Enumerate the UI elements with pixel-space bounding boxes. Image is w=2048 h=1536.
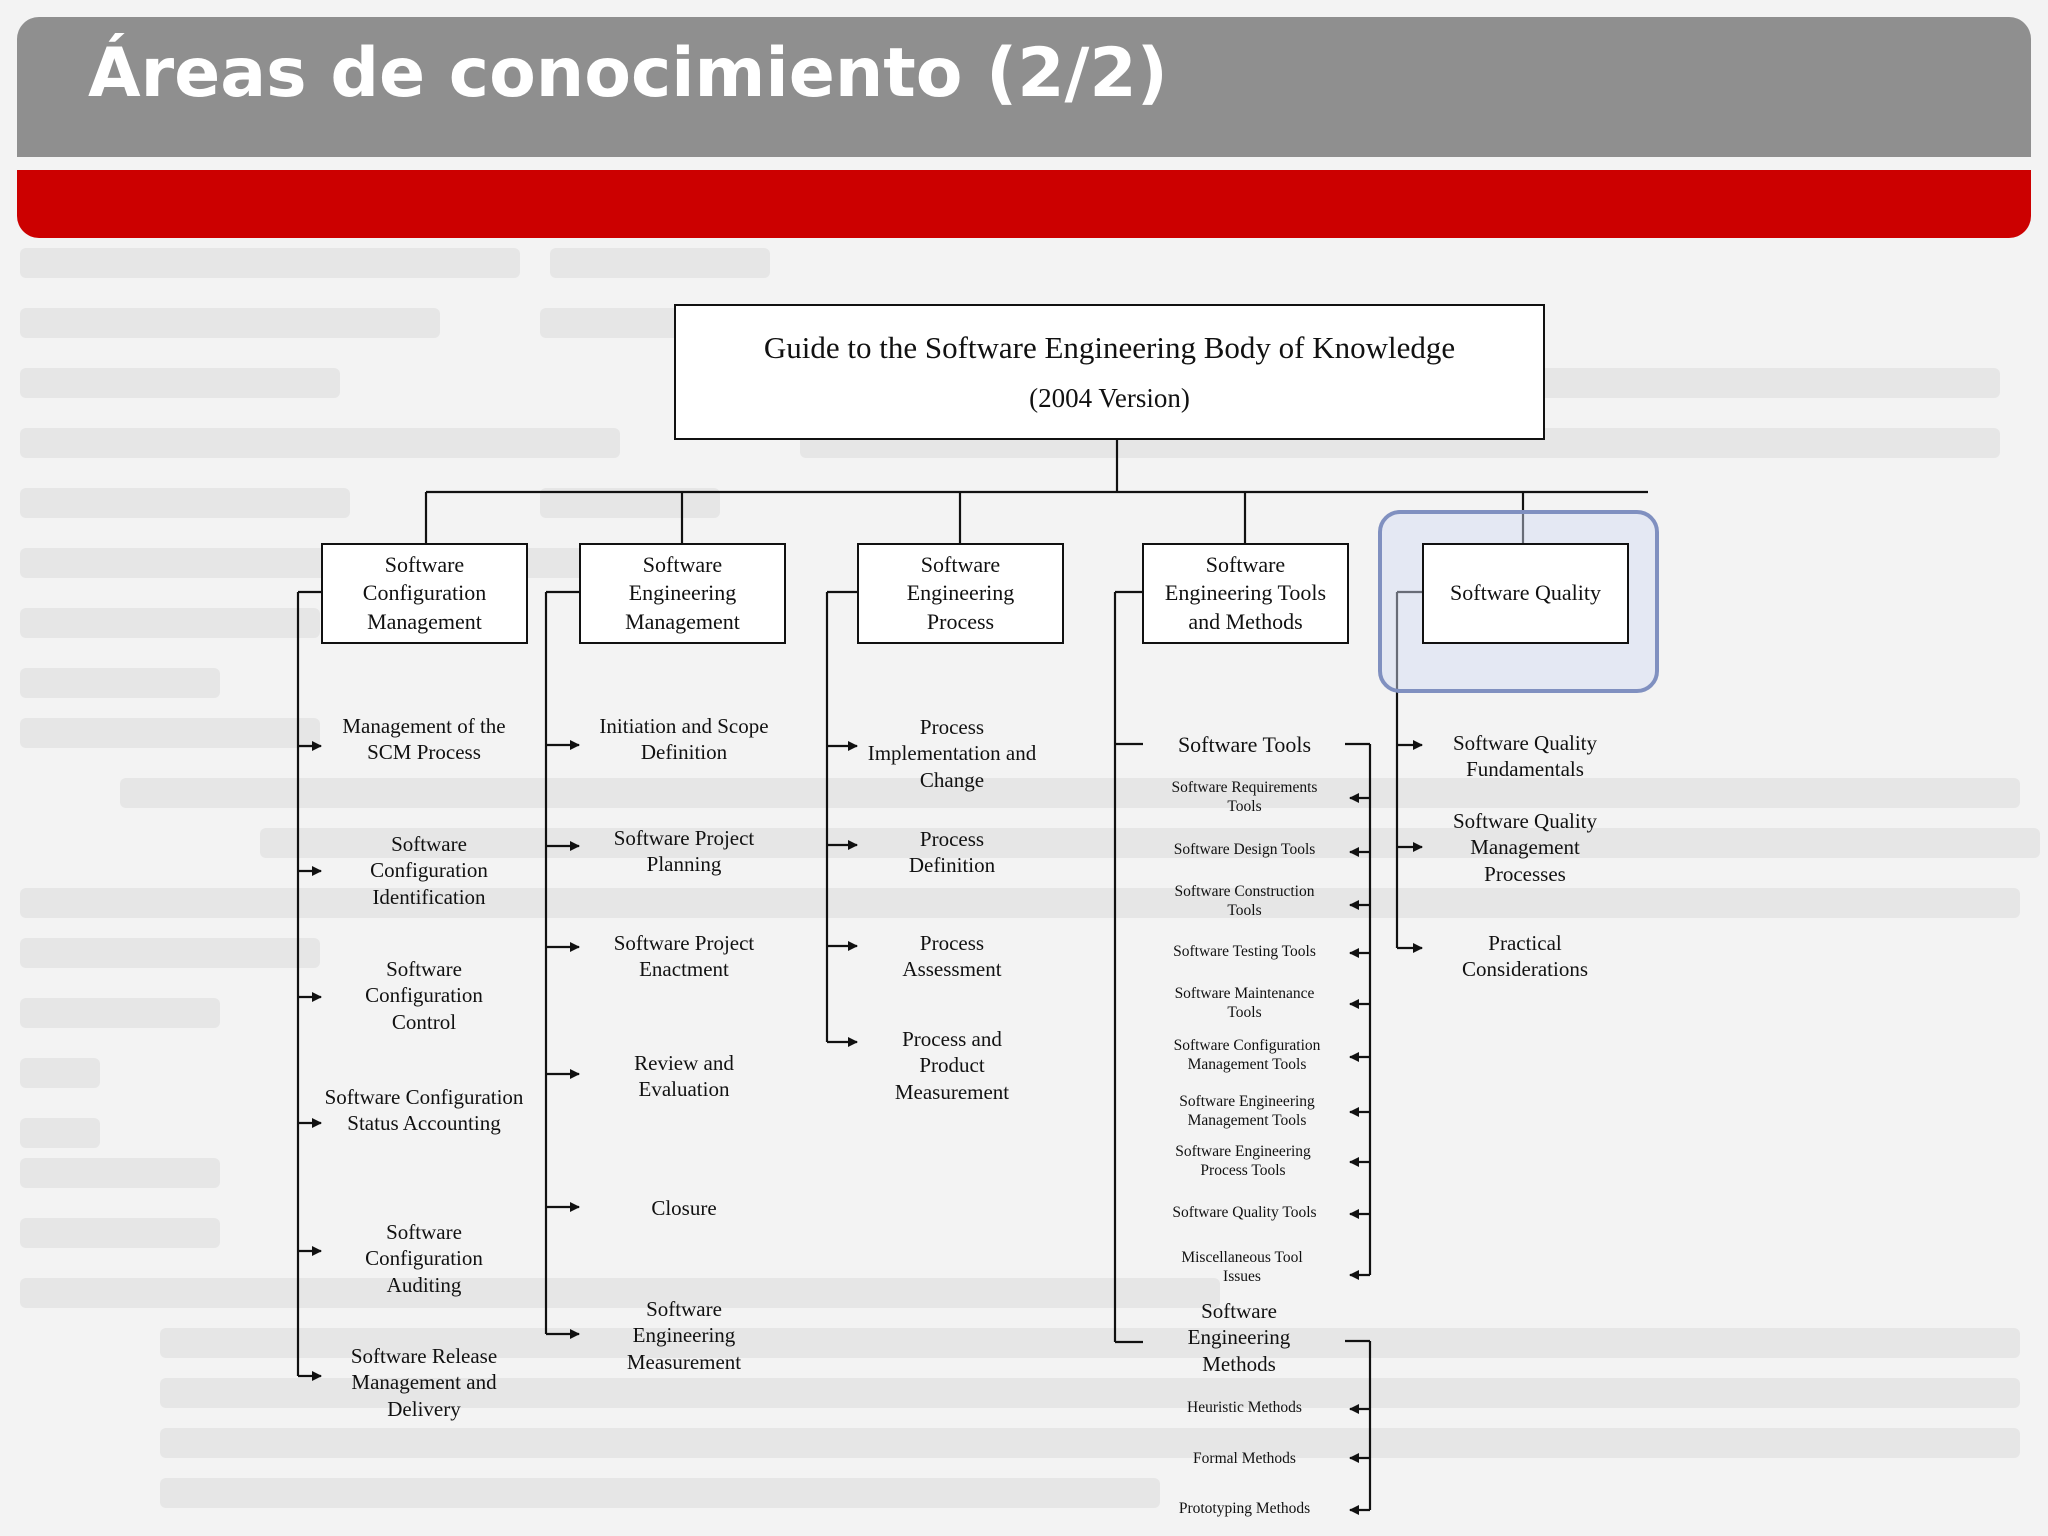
area-box (1142, 543, 1349, 644)
tool-item: Software Design Tools (1173, 841, 1316, 858)
area-box (321, 543, 528, 644)
topic-label: Review and Evaluation (634, 1051, 734, 1102)
topic-label: Software Release Management and Delivery (350, 1344, 498, 1421)
area-label: Software Engineering Management (625, 551, 740, 634)
topic-label: Process Definition (908, 827, 996, 878)
group-label: Software Tools (1177, 732, 1312, 757)
tool-item: Software Configuration Management Tools (1173, 1037, 1321, 1074)
root-box (674, 304, 1545, 440)
tool-item: Miscellaneous Tool Issues (1181, 1249, 1303, 1286)
area-label: Software Engineering Tools and Methods (1164, 551, 1327, 634)
tool-item: Formal Methods (1193, 1450, 1296, 1467)
topic-label: Software Engineering Measurement (626, 1297, 742, 1374)
tool-item: Software Maintenance Tools (1174, 985, 1315, 1022)
tool-item: Software Engineering Management Tools (1179, 1093, 1315, 1130)
topic-label: Software Configuration Identification (370, 832, 488, 909)
topic-label: Software Configuration Status Accounting (324, 1085, 524, 1136)
topic-label: Software Quality Fundamentals (1452, 731, 1598, 782)
tool-item: Software Requirements Tools (1171, 779, 1318, 816)
tool-item: Software Testing Tools (1173, 943, 1316, 960)
tool-item: Prototyping Methods (1178, 1500, 1311, 1517)
topic-label: Process Implementation and Change (867, 715, 1037, 792)
area-box (857, 543, 1064, 644)
area-label: Software Quality (1450, 580, 1601, 606)
tool-item: Software Construction Tools (1174, 883, 1315, 920)
topic-label: Software Project Planning (613, 826, 755, 877)
group-label: Software Engineering Methods (1187, 1299, 1291, 1376)
topic-label: Closure (651, 1196, 717, 1220)
topic-label: Practical Considerations (1462, 931, 1588, 982)
topic-label: Initiation and Scope Definition (599, 714, 769, 765)
area-label: Software Configuration Management (362, 551, 487, 634)
topic-label: Management of the SCM Process (342, 714, 506, 765)
topic-label: Software Configuration Auditing (365, 1220, 483, 1297)
topic-label: Software Configuration Control (365, 957, 483, 1034)
topic-label: Process Assessment (902, 931, 1002, 982)
tool-item: Software Quality Tools (1172, 1204, 1317, 1221)
area-label: Software Engineering Process (906, 551, 1015, 634)
topic-label: Software Project Enactment (613, 931, 755, 982)
topic-label: Process and Product Measurement (894, 1027, 1010, 1104)
root-title: Guide to the Software Engineering Body of Knowledge (763, 330, 1456, 366)
topic-label: Software Quality Management Processes (1452, 809, 1598, 886)
tool-item: Heuristic Methods (1187, 1399, 1302, 1416)
slide-title: Áreas de conocimiento (2/2) (88, 34, 1168, 113)
area-box (579, 543, 786, 644)
area-box-highlighted (1422, 543, 1629, 644)
tool-item: Software Engineering Process Tools (1175, 1143, 1311, 1180)
root-subtitle: (2004 Version) (1029, 382, 1190, 413)
